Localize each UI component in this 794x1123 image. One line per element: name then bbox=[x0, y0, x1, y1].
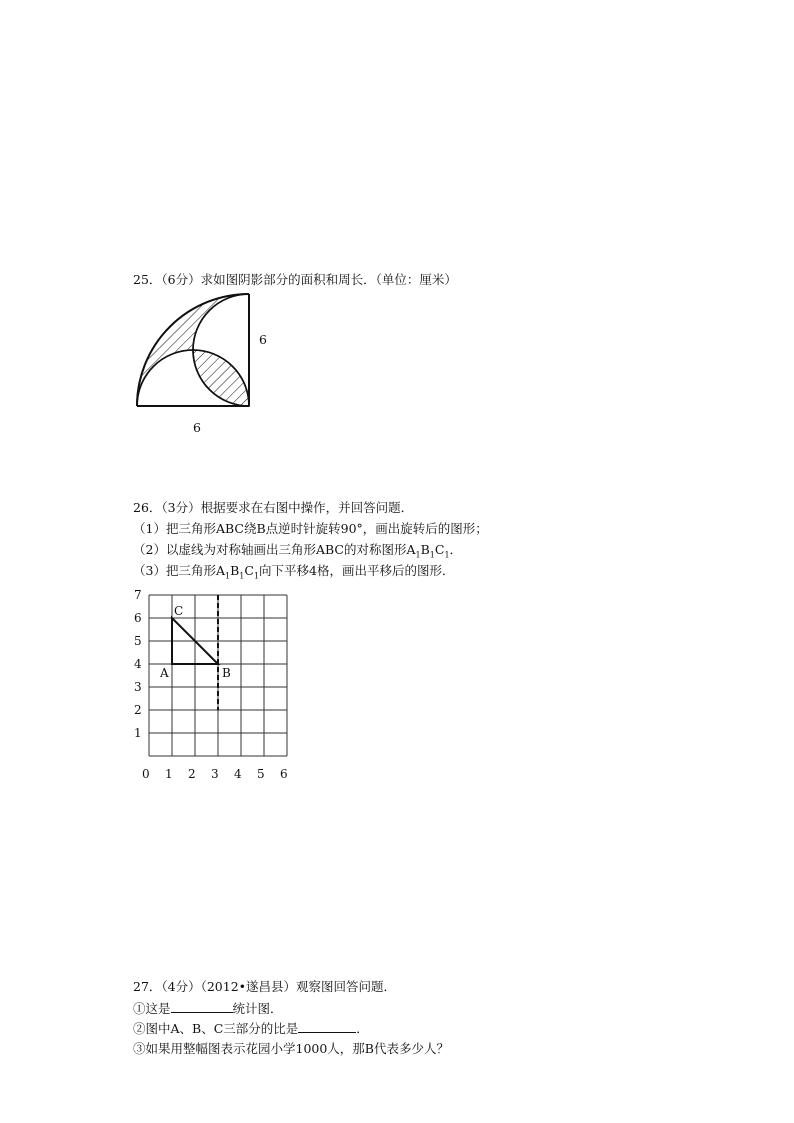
point-label-a: A bbox=[160, 666, 169, 680]
y-tick-label: 5 bbox=[134, 634, 142, 648]
answer-blank-1[interactable] bbox=[171, 1000, 233, 1013]
x-tick-label: 1 bbox=[165, 767, 173, 781]
y-tick-label: 2 bbox=[134, 703, 142, 717]
q26-item1: （1）把三角形ABC绕B点逆时针旋转90°，画出旋转后的图形； bbox=[133, 521, 488, 536]
x-tick-label: 4 bbox=[234, 767, 242, 781]
x-tick-label: 0 bbox=[142, 767, 150, 781]
q27-title: 27．（4分）（2012•遂昌县）观察图回答问题． bbox=[133, 979, 397, 994]
q25-side-label: 6 bbox=[259, 332, 267, 347]
y-tick-label: 3 bbox=[134, 680, 142, 694]
shaded-lens-lower bbox=[193, 350, 249, 406]
q27-item2: ②图中A、B、C三部分的比是 ． bbox=[133, 1021, 369, 1036]
x-tick-label: 6 bbox=[280, 767, 288, 781]
point-label-c: C bbox=[174, 604, 184, 618]
x-tick-label: 3 bbox=[211, 767, 219, 781]
point-label-b: B bbox=[222, 666, 231, 680]
x-tick-label: 5 bbox=[257, 767, 265, 781]
q27-item1: ①这是 统计图． bbox=[133, 1001, 283, 1016]
y-axis-ticks bbox=[134, 588, 142, 740]
x-tick-label: 2 bbox=[188, 767, 196, 781]
q26-grid-figure bbox=[128, 585, 308, 785]
q26-item3: （3）把三角形$A_1B_1C_1$向下平移4格，画出平移后的图形． bbox=[133, 563, 455, 581]
answer-blank-2[interactable] bbox=[298, 1020, 356, 1033]
q26-item2: （2）以虚线为对称轴画出三角形ABC的对称图形$A_1B_1C_1$． bbox=[133, 542, 463, 560]
y-tick-label: 4 bbox=[134, 657, 142, 671]
q25-bottom-label: 6 bbox=[193, 420, 201, 435]
q25-title: 25．（6分）求如图阴影部分的面积和周长．（单位：厘米） bbox=[133, 272, 457, 287]
y-tick-label: 7 bbox=[134, 588, 142, 602]
y-tick-label: 1 bbox=[134, 726, 142, 740]
q26-title: 26．（3分）根据要求在右图中操作，并回答问题． bbox=[133, 500, 414, 515]
y-tick-label: 6 bbox=[134, 611, 142, 625]
q25-figure bbox=[130, 288, 280, 438]
x-axis-ticks bbox=[142, 767, 288, 781]
q27-item3: ③如果用整幅图表示花园小学1000人，那B代表多少人？ bbox=[133, 1041, 449, 1056]
